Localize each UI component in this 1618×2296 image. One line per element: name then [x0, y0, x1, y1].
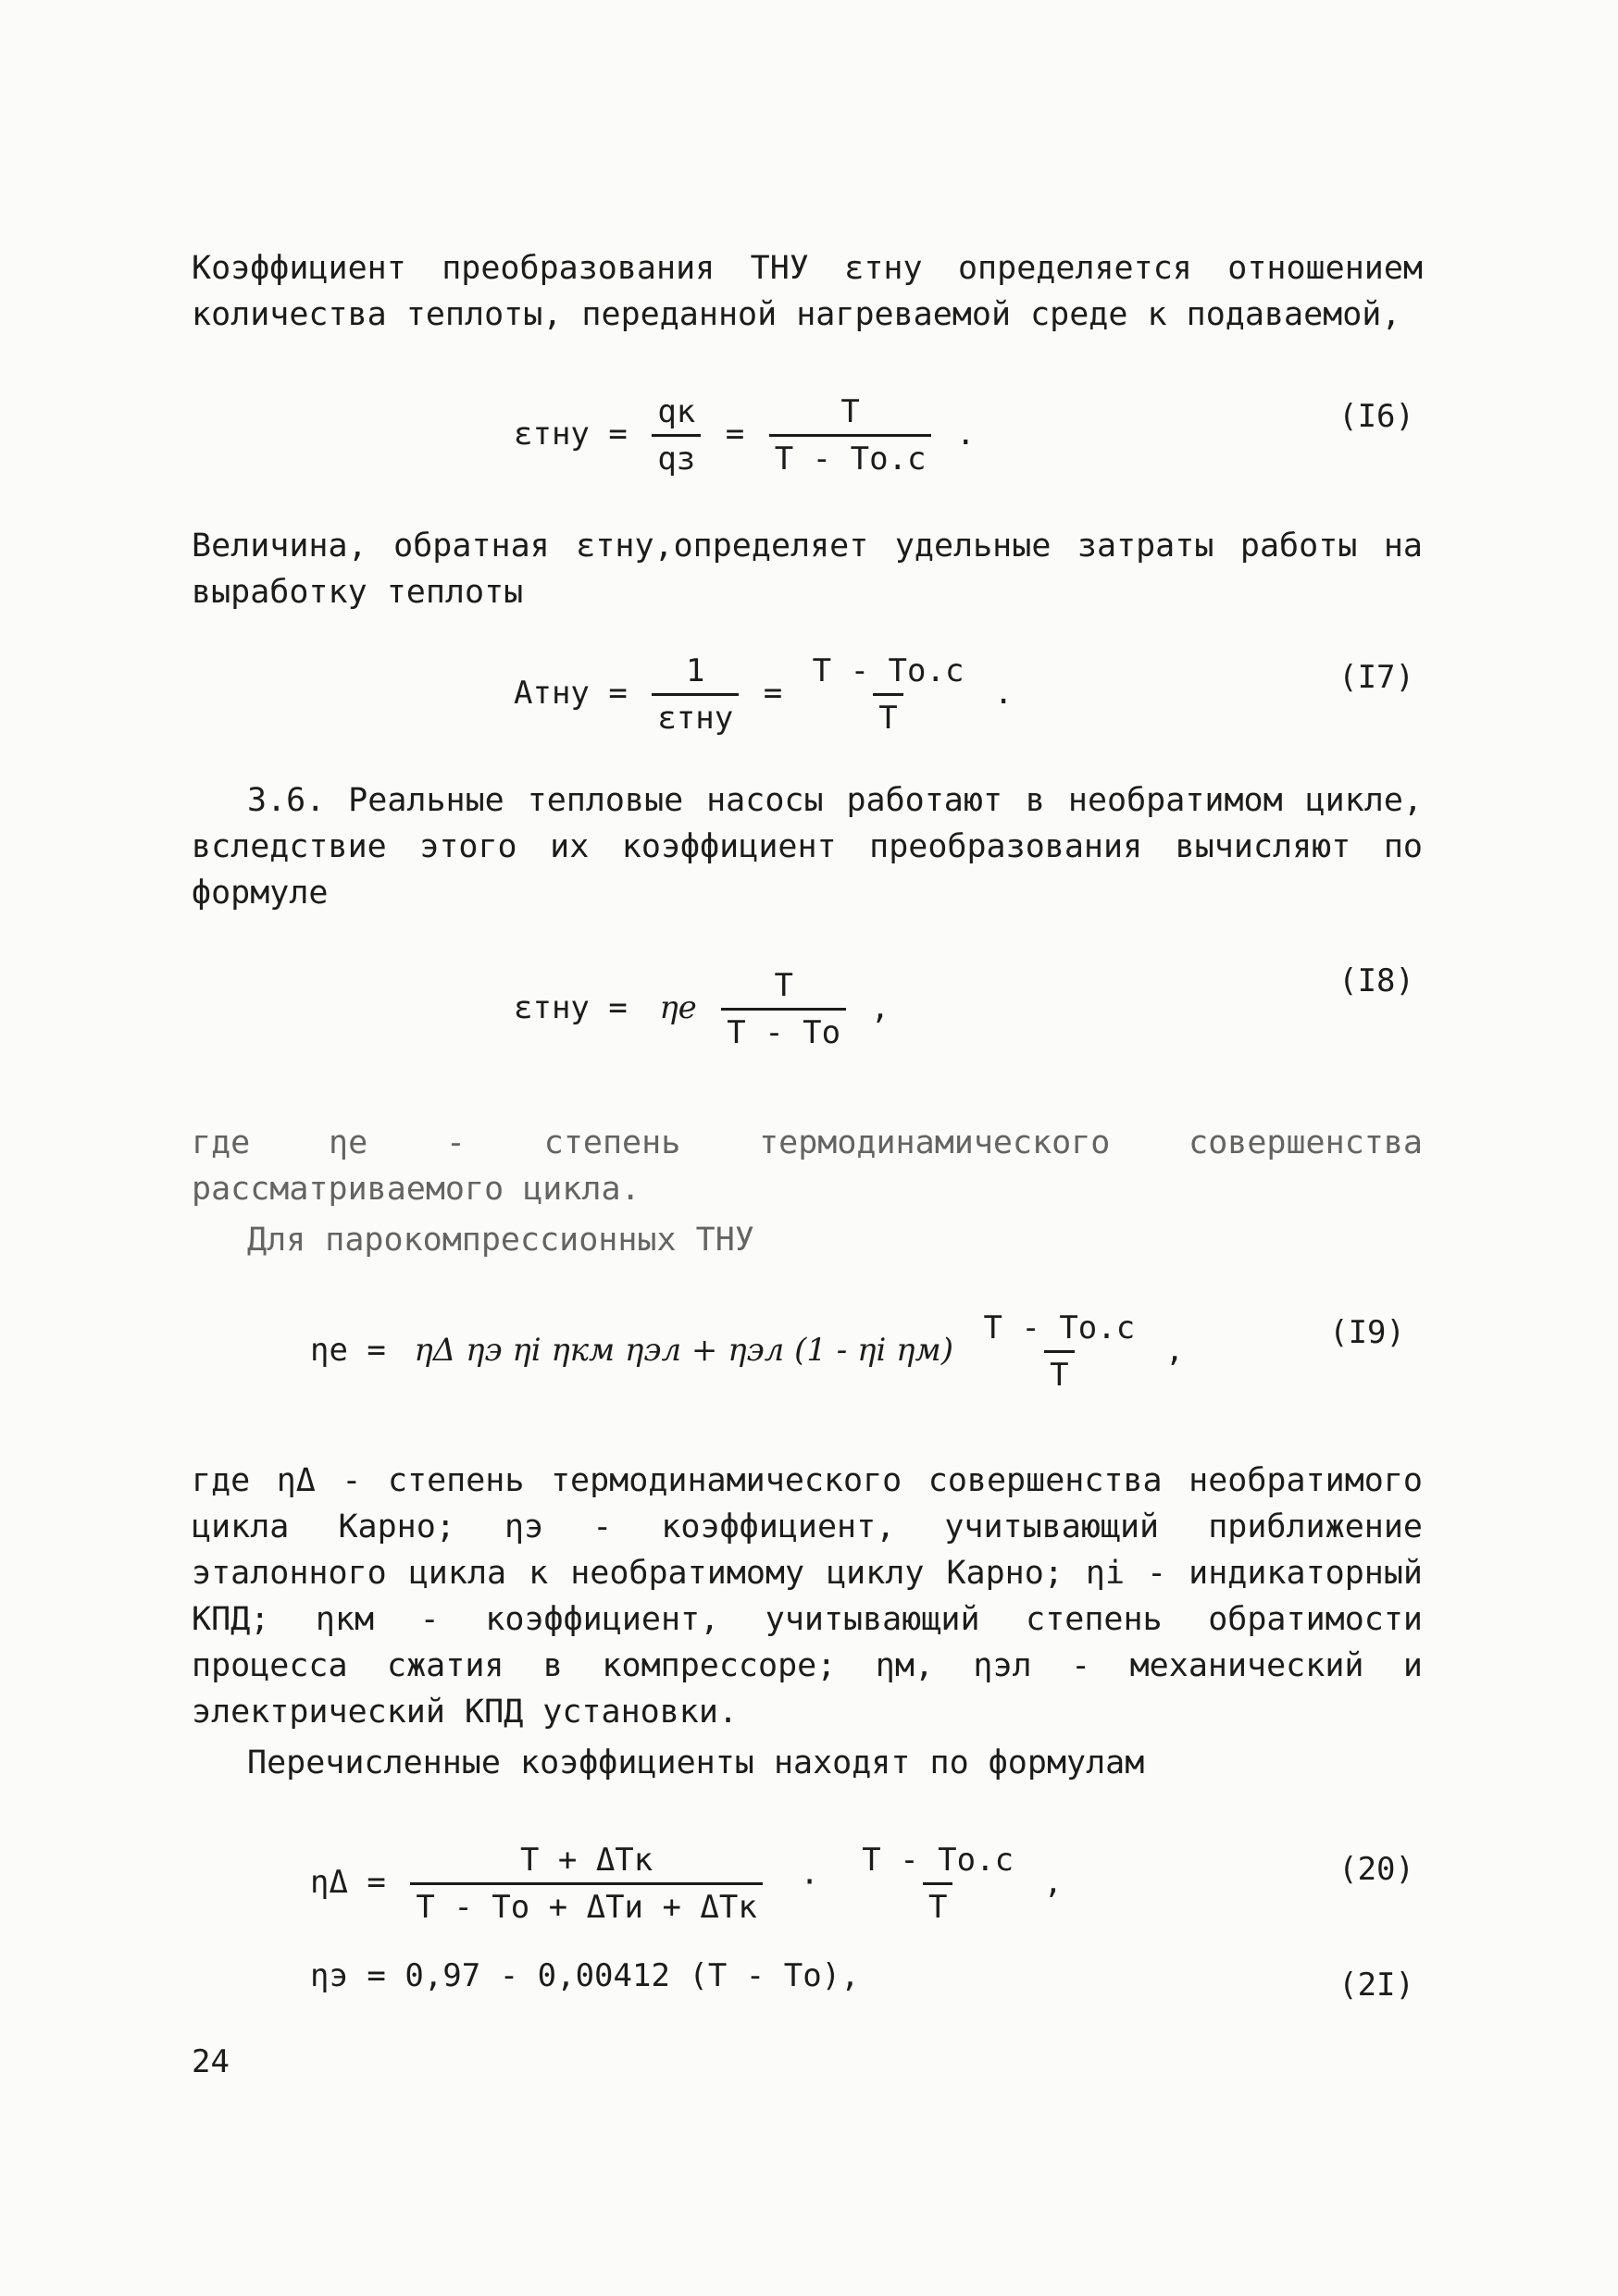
equation-number-21: (2I) [1338, 1967, 1414, 2004]
eq20-fraction-1: $\frac{\text{Т + ΔТк}}{\text{Т - То + ΔТи + ΔТк}}$ [410, 1842, 762, 1926]
eq21-text: ηэ = 0,97 - 0,00412 (Т - То), [310, 1957, 860, 1994]
equation-number-17: (I7) [1338, 659, 1414, 696]
eq17-lhs: Атну = [514, 675, 628, 712]
paragraph-vapor-compression: Для парокомпрессионных ТНУ [247, 1222, 754, 1259]
eq18-lhs: εтну = [514, 989, 628, 1026]
paragraph-inverse: Величина, обратная εтну,определяет удельные затраты работы на выработку теплоты [192, 527, 1423, 611]
equation-18: εтну = ηе $\frac{Т}{Т - То}$ , [514, 967, 890, 1051]
paragraph-section-3-6: 3.6. Реальные тепловые насосы работают в необратимом цикле, вследствие этого их коэффициент преобразования вычисляют по формуле [192, 782, 1423, 912]
equation-21 [310, 1953, 1236, 2008]
equation-number-18: (I8) [1338, 962, 1414, 999]
eq18-coefficient: ηе [659, 989, 697, 1026]
eq17-fraction-2: $\frac{Т - То.с}{Т}$ [812, 652, 965, 737]
equation-17: Атну = $\frac{1}{\text{εтну}}$ = $\frac{Т - То.с}{Т}$ . [514, 652, 1014, 737]
eq19-fraction: $\frac{Т - То.с}{Т}$ [983, 1309, 1136, 1394]
equation-number-16: (I6) [1338, 398, 1414, 435]
eq18-fraction: $\frac{Т}{Т - То}$ [721, 967, 846, 1051]
eq19-lhs: ηе = [310, 1332, 386, 1369]
eq16-fraction-2: $\frac{Т}{Т - То.с}$ [769, 393, 932, 478]
page-number: 24 [192, 2043, 230, 2080]
eq20-lhs: ηΔ = [310, 1864, 386, 1901]
equation-16: εтну = $\frac{qк}{qз}$ = $\frac{Т}{Т - То.с}$ . [514, 393, 976, 478]
eq19-body: ηΔ ηэ ηi ηкм ηэл + ηэл (1 - ηi ηм) [414, 1332, 953, 1369]
equation-19: ηе = ηΔ ηэ ηi ηкм ηэл + ηэл (1 - ηi ηм) $\frac{Т - То.с}{Т}$ , [310, 1309, 1185, 1394]
paragraph-coefficients-definition: где ηΔ - степень термодинамического совершенства необратимого цикла Карно; ηэ - коэффициент, учитывающий приближение эталонного цикла к необратимому циклу Карно; ηi - индикаторный КПД; ηкм - коэффициент, учитывающий степень обратимости процесса сжатия в компрессоре; ηм, ηэл - механический и электрический КПД установки. [192, 1462, 1423, 1731]
equation-number-19: (I9) [1329, 1314, 1405, 1351]
eq20-fraction-2: $\frac{Т - То.с}{Т}$ [862, 1842, 1014, 1926]
equation-20: ηΔ = $\frac{\text{Т + ΔТк}}{\text{Т - То + ΔТи + ΔТк}}$ · $\frac{Т - То.с}{Т}$ , [310, 1842, 1064, 1926]
paragraph-degree-definition: где ηе - степень термодинамического совершенства рассматриваемого цикла. [192, 1124, 1423, 1208]
eq16-fraction-1: $\frac{qк}{qз}$ [652, 393, 701, 478]
equation-number-20: (20) [1338, 1851, 1414, 1888]
paragraph-definition: Коэффициент преобразования ТНУ εтну определяется отношением количества теплоты, переданной нагреваемой среде к подаваемой, [192, 250, 1423, 333]
paragraph-formulas-intro: Перечисленные коэффициенты находят по формулам [247, 1744, 1145, 1781]
eq16-lhs: εтну = [514, 416, 628, 453]
eq17-fraction-1: $\frac{1}{\text{εтну}}$ [652, 652, 739, 737]
